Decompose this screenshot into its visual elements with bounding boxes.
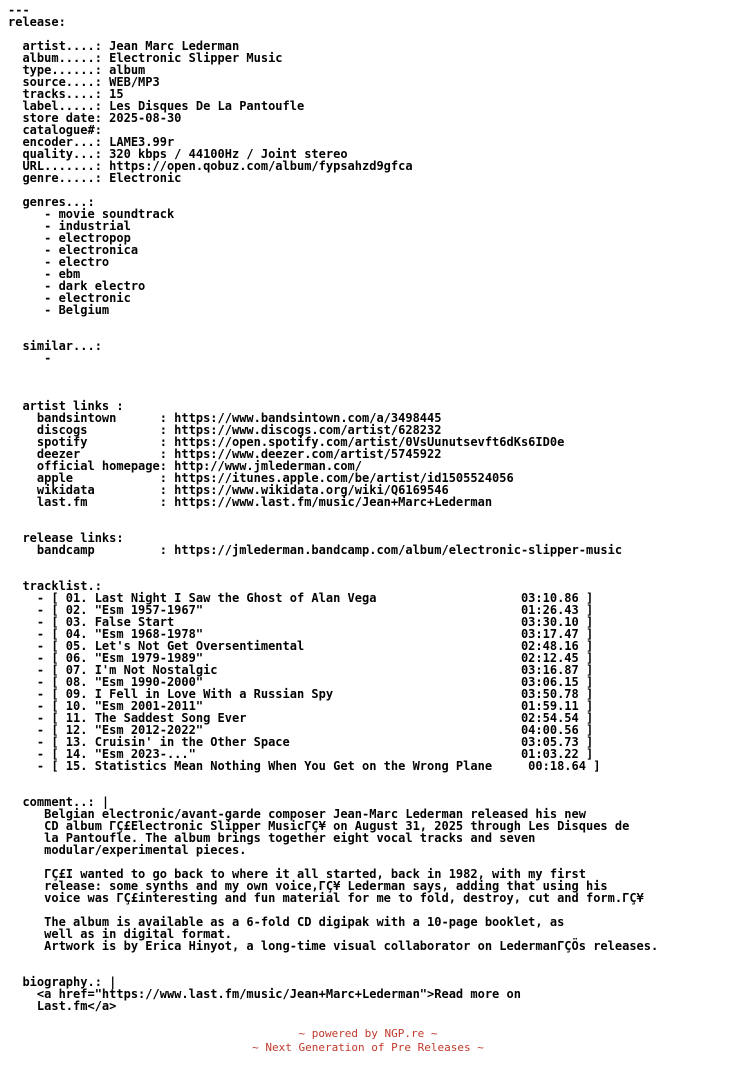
nfo-line: ΓÇ£I wanted to go back to where it all started, back in 1982, with my first xyxy=(8,867,586,881)
nfo-line: genres...: xyxy=(8,195,95,209)
nfo-line: tracks....: 15 xyxy=(8,87,124,101)
nfo-line: - industrial xyxy=(8,219,131,233)
nfo-line: spotify : https://open.spotify.com/artist/0VsUunutsevft6dKs6ID0e xyxy=(8,435,565,449)
nfo-line: - [ 04. "Esm 1968-1978" 03:17.47 ] xyxy=(8,627,594,641)
nfo-line: release: some synths and my own voice,ΓÇ¥ Lederman says, adding that using his xyxy=(8,879,608,893)
nfo-line xyxy=(8,508,736,520)
nfo-line xyxy=(8,316,736,328)
nfo-line: - [ 12. "Esm 2012-2022" 04:00.56 ] xyxy=(8,723,594,737)
nfo-line: la Pantoufle. The album brings together eight vocal tracks and seven xyxy=(8,831,536,845)
nfo-line: - movie soundtrack xyxy=(8,207,175,221)
nfo-line xyxy=(8,772,736,784)
nfo-line xyxy=(8,952,736,964)
nfo-line: --- xyxy=(8,3,30,17)
nfo-line: - [ 07. I'm Not Nostalgic 03:16.87 ] xyxy=(8,663,594,677)
nfo-line: artist....: Jean Marc Lederman xyxy=(8,39,240,53)
nfo-line xyxy=(8,784,736,796)
nfo-line: last.fm : https://www.last.fm/music/Jean+Marc+Lederman xyxy=(8,495,493,509)
footer-tagline: ~ Next Generation of Pre Releases ~ xyxy=(252,1041,484,1054)
nfo-line: artist links : xyxy=(8,399,124,413)
nfo-line: Artwork is by Erica Hinyot, a long-time visual collaborator on LedermanΓÇÖs releases. xyxy=(8,939,659,953)
nfo-line: similar...: xyxy=(8,339,102,353)
nfo-line: deezer : https://www.deezer.com/artist/5745922 xyxy=(8,447,442,461)
nfo-line: URL.......: https://open.qobuz.com/album/fypsahzd9gfca xyxy=(8,159,413,173)
nfo-line: - [ 09. I Fell in Love With a Russian Spy 03:50.78 ] xyxy=(8,687,594,701)
nfo-line: - dark electro xyxy=(8,279,146,293)
nfo-line xyxy=(8,328,736,340)
nfo-line: - electro xyxy=(8,255,110,269)
nfo-line: wikidata : https://www.wikidata.org/wiki/Q6169546 xyxy=(8,483,449,497)
nfo-line xyxy=(8,568,736,580)
nfo-line: catalogue#: xyxy=(8,123,102,137)
nfo-line: tracklist.: xyxy=(8,579,102,593)
nfo-line: biography.: | xyxy=(8,975,117,989)
nfo-line: - [ 03. False Start 03:30.10 ] xyxy=(8,615,594,629)
nfo-line: well as in digital format. xyxy=(8,927,232,941)
nfo-line: - electronica xyxy=(8,243,139,257)
nfo-line: type......: album xyxy=(8,63,146,77)
nfo-line: - [ 06. "Esm 1979-1989" 02:12.45 ] xyxy=(8,651,594,665)
nfo-line: source....: WEB/MP3 xyxy=(8,75,160,89)
nfo-line: store date: 2025-08-30 xyxy=(8,111,182,125)
nfo-line: - electropop xyxy=(8,231,131,245)
nfo-line: apple : https://itunes.apple.com/be/artist/id1505524056 xyxy=(8,471,514,485)
nfo-line: - electronic xyxy=(8,291,131,305)
nfo-line: - [ 01. Last Night I Saw the Ghost of Alan Vega 03:10.86 ] xyxy=(8,591,594,605)
nfo-line: <a href="https://www.last.fm/music/Jean+Marc+Lederman">Read more on xyxy=(8,987,521,1001)
nfo-line: label.....: Les Disques De La Pantoufle xyxy=(8,99,305,113)
nfo-line: CD album ΓÇ£Electronic Slipper MusicΓÇ¥ on August 31, 2025 through Les Disques de xyxy=(8,819,630,833)
nfo-line: - xyxy=(8,351,52,365)
nfo-line: - [ 11. The Saddest Song Ever 02:54.54 ] xyxy=(8,711,594,725)
nfo-line: - [ 08. "Esm 1990-2000" 03:06.15 ] xyxy=(8,675,594,689)
nfo-line: - [ 15. Statistics Mean Nothing When You Get on the Wrong Plane 00:18.64 ] xyxy=(8,759,601,773)
nfo-line: discogs : https://www.discogs.com/artist/628232 xyxy=(8,423,442,437)
nfo-line: genre.....: Electronic xyxy=(8,171,182,185)
nfo-line: bandsintown : https://www.bandsintown.com/a/3498445 xyxy=(8,411,442,425)
nfo-line xyxy=(8,364,736,376)
nfo-line: Belgian electronic/avant-garde composer Jean-Marc Lederman released his new xyxy=(8,807,586,821)
nfo-line: album.....: Electronic Slipper Music xyxy=(8,51,283,65)
footer-powered-by: ~ powered by NGP.re ~ xyxy=(298,1027,438,1040)
nfo-line: encoder...: LAME3.99r xyxy=(8,135,175,149)
nfo-line: quality...: 320 kbps / 44100Hz / Joint stereo xyxy=(8,147,348,161)
nfo-line: comment..: | xyxy=(8,795,110,809)
nfo-line: The album is available as a 6-fold CD digipak with a 10-page booklet, as xyxy=(8,915,565,929)
nfo-line: voice was ΓÇ£interesting and fun material for me to fold, destroy, cut and form.ΓÇ¥ xyxy=(8,891,644,905)
nfo-line: Last.fm</a> xyxy=(8,999,117,1013)
nfo-line: official homepage: http://www.jmlederman.com/ xyxy=(8,459,363,473)
nfo-line: release: xyxy=(8,15,66,29)
nfo-line: - [ 02. "Esm 1957-1967" 01:26.43 ] xyxy=(8,603,594,617)
nfo-line xyxy=(8,376,736,388)
nfo-line: - [ 13. Cruisin' in the Other Space 03:05.73 ] xyxy=(8,735,594,749)
nfo-line: - Belgium xyxy=(8,303,110,317)
nfo-line: modular/experimental pieces. xyxy=(8,843,247,857)
nfo-line: - [ 10. "Esm 2001-2011" 01:59.11 ] xyxy=(8,699,594,713)
nfo-line: - [ 14. "Esm 2023-..." 01:03.22 ] xyxy=(8,747,594,761)
footer xyxy=(0,1027,736,1055)
nfo-line: bandcamp : https://jmlederman.bandcamp.com/album/electronic-slipper-music xyxy=(8,543,623,557)
nfo-line: - ebm xyxy=(8,267,81,281)
nfo-line xyxy=(8,964,736,976)
nfo-line: release links: xyxy=(8,531,124,545)
nfo-line xyxy=(8,556,736,568)
nfo-line xyxy=(8,184,736,196)
nfo-line: - [ 05. Let's Not Get Oversentimental 02:48.16 ] xyxy=(8,639,594,653)
